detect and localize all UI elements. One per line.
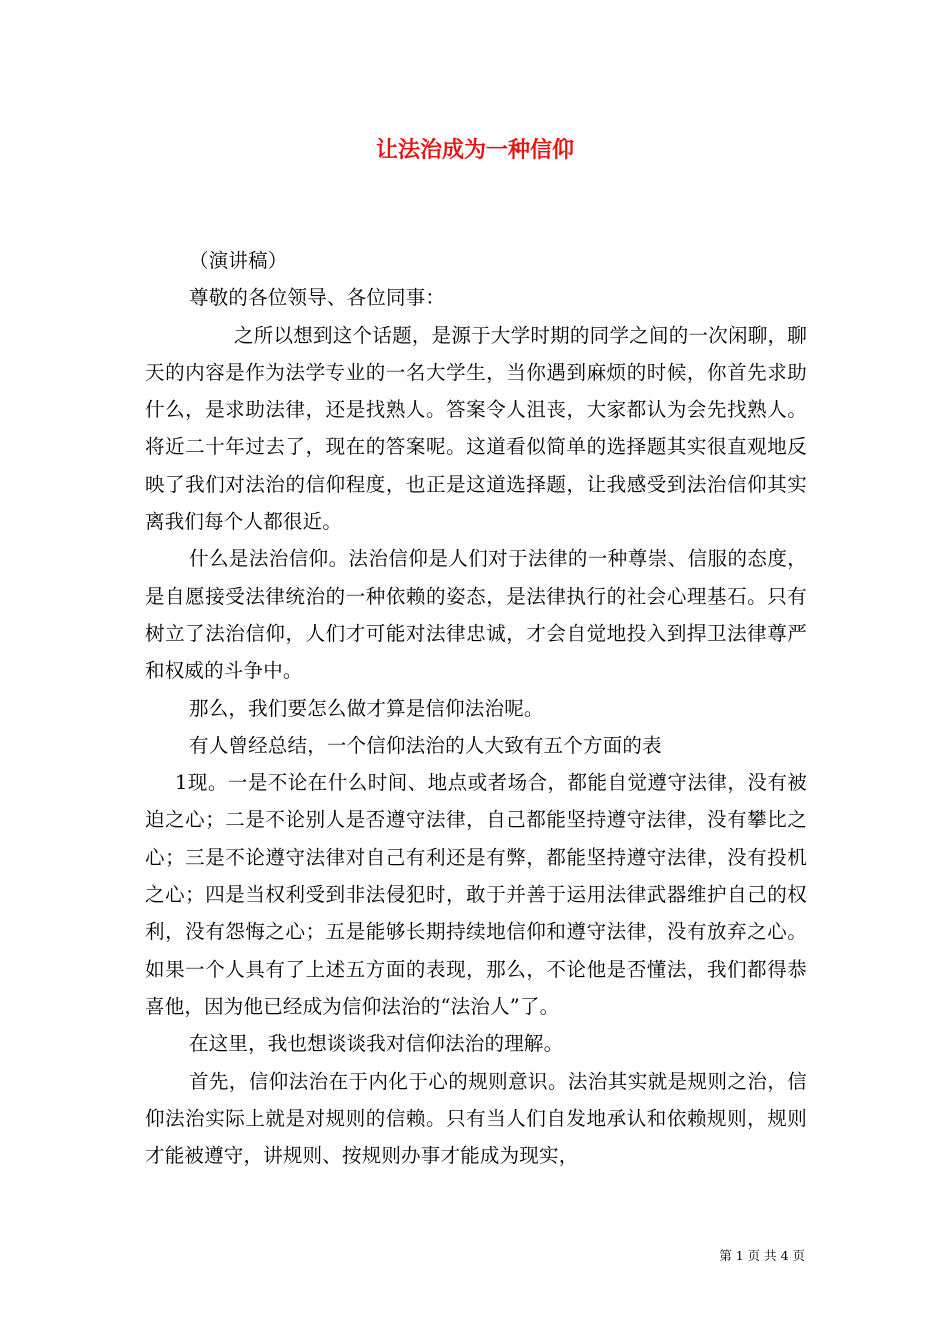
paragraph-summary-lead: 有人曾经总结，一个信仰法治的人大致有五个方面的表 bbox=[189, 733, 662, 757]
paragraph-intro: 之所以想到这个话题，是源于大学时期的同学之间的一次闲聊，聊天的内容是作为法学专业的一名大学生，当你遇到麻烦的时候，你首先求助什么，是求助法律，还是找熟人。答案令人沮丧，大家都认为会先找熟人。将近二十年过去了，现在的答案呢。这道看似简单的选择题其实很直观地反映了我们对法治的信仰程度，也正是这道选择题，让我感受到法治信仰其实离我们每个人都很近。 bbox=[145, 323, 807, 534]
paragraph-five-aspects: 1现。一是不论在什么时间、地点或者场合，都能自觉遵守法律，没有被迫之心；二是不论别人是否遵守法律，自己都能坚持遵守法律，没有攀比之心；三是不论遵守法律对自己有利还是有弊，都能坚持遵守法律，没有投机之心；四是当权利受到非法侵犯时，敢于并善于运用法律武器维护自己的权利，没有怨悔之心；五是能够长期持续地信仰和遵守法律，没有放弃之心。如果一个人具有了上述五方面的表现，那么，不论他是否懂法，我们都得恭喜他，因为他已经成为信仰法治的“法治人”了。 bbox=[145, 771, 807, 1018]
paragraph-question: 那么，我们要怎么做才算是信仰法治呢。 bbox=[189, 696, 544, 720]
paragraph-definition: 什么是法治信仰。法治信仰是人们对于法律的一种尊崇、信服的态度，是自愿接受法律统治的一种依赖的姿态，是法律执行的社会心理基石。只有树立了法治信仰，人们才可能对法律忠诚，才会自觉地投入到捍卫法律尊严和权威的斗争中。 bbox=[145, 547, 807, 683]
page-number-footer: 第 1 页 共 4 页 bbox=[719, 1248, 805, 1263]
paragraph-first-point: 首先，信仰法治在于内化于心的规则意识。法治其实就是规则之治，信仰法治实际上就是对规则的信赖。只有当人们自发地承认和依赖规则，规则才能被遵守，讲规则、按规则办事才能成为现实， bbox=[145, 1069, 807, 1168]
paragraph-subtitle: （演讲稿） bbox=[189, 249, 288, 272]
document-body bbox=[145, 242, 807, 1174]
paragraph-salutation: 尊敬的各位领导、各位同事： bbox=[189, 286, 446, 310]
paragraph-understanding: 在这里，我也想谈谈我对信仰法治的理解。 bbox=[189, 1032, 564, 1056]
document-title: 让法治成为一种信仰 bbox=[375, 137, 574, 163]
